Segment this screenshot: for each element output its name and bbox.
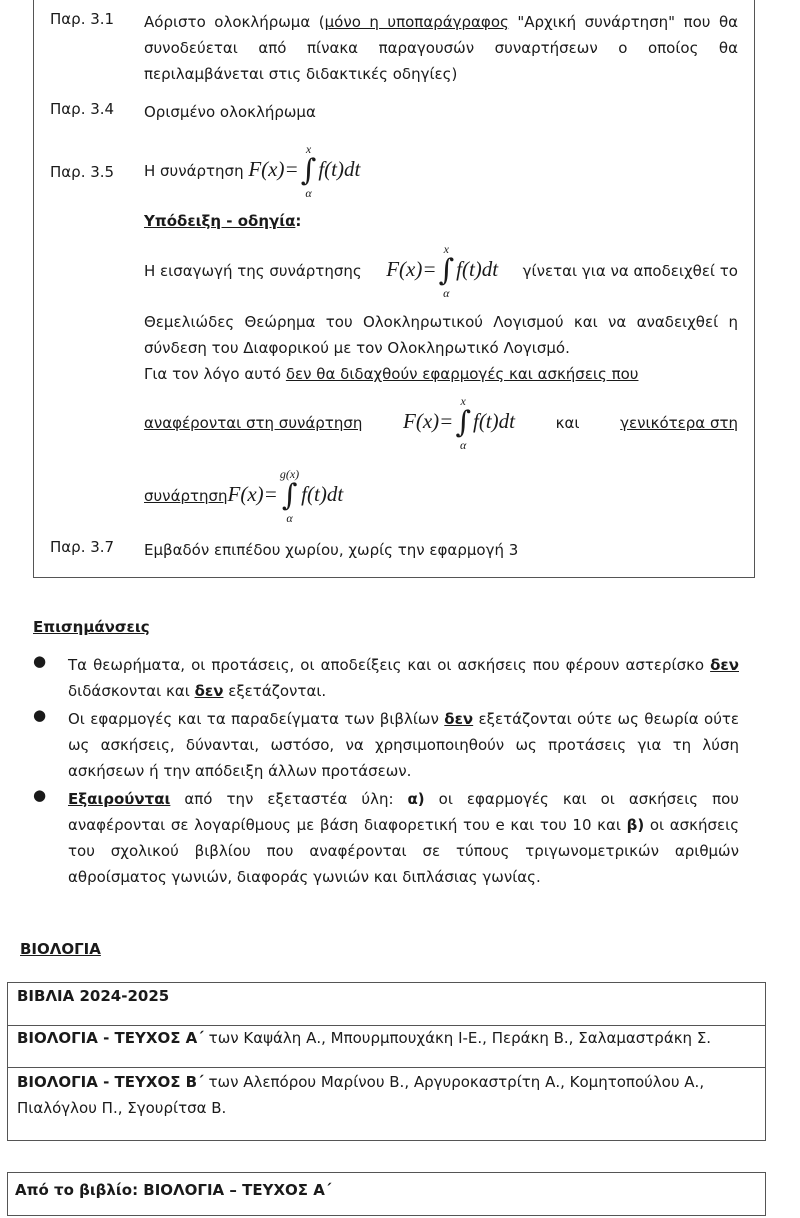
table-row: ΒΙΟΛΟΓΙΑ - ΤΕΥΧΟΣ Α΄ των Καψάλη Α., Μπουρμπουχάκη Ι-Ε., Περάκη Β., Σαλαμαστράκη Σ.	[17, 1029, 712, 1047]
bullet-icon: ●	[33, 786, 47, 804]
para-text: Εμβαδόν επιπέδου χωρίου, χωρίς την εφαρμογή 3	[144, 541, 519, 559]
from-book-label: Από το βιβλίο: ΒΙΟΛΟΓΙΑ – ΤΕΥΧΟΣ Α΄	[15, 1181, 332, 1199]
hint-text: Θεμελιώδες Θεώρημα του Ολοκληρωτικού Λογισμού και να αναδειχθεί η σύνδεση του Διαφορικού με τον Ολοκληρωτικό Λογισμό.	[144, 313, 738, 357]
syllabus-table	[33, 0, 755, 578]
table-row: ΒΙΒΛΙΑ 2024-2025	[17, 987, 170, 1005]
table-row: ΒΙΟΛΟΓΙΑ - ΤΕΥΧΟΣ Β΄ των Αλεπόρου Μαρίνου Β., Αργυροκαστρίτη Α., Κομητοπούλου Α., Πιαλόγλου Π., Σγουρίτσα Β.	[17, 1073, 705, 1117]
hint-line: συνάρτηση F(x)= g(x) ∫ α f(t)dt	[144, 467, 344, 525]
bullet-icon: ●	[33, 652, 47, 670]
from-book-box	[7, 1172, 766, 1216]
formula: F(x)= g(x) ∫ α f(t)dt	[227, 467, 344, 525]
formula: F(x)= x ∫ α f(t)dt	[248, 142, 361, 200]
formula: F(x)= x ∫ α f(t)dt	[403, 394, 515, 452]
section-title: ΒΙΟΛΟΓΙΑ	[20, 940, 101, 958]
para-code: Παρ. 3.7	[50, 538, 115, 556]
divider	[8, 1067, 765, 1068]
para-text: Ορισμένο ολοκλήρωμα	[144, 103, 316, 121]
books-table	[7, 982, 766, 1141]
hint-line: αναφέρονται στη συνάρτηση F(x)= x ∫ α f(t)dt και γενικότερα στη	[144, 394, 738, 452]
hint-line: Η εισαγωγή της συνάρτησης F(x)= x ∫ α f(t)dt γίνεται για να αποδειχθεί το	[144, 242, 738, 300]
para-text: Η συνάρτηση F(x)= x ∫ α f(t)dt	[144, 142, 361, 200]
para-code: Παρ. 3.5	[50, 163, 115, 181]
notes-title: Επισημάνσεις	[33, 618, 150, 636]
hint-title: Υπόδειξη - οδηγία:	[144, 212, 302, 230]
hint-text: Για τον λόγο αυτό δεν θα διδαχθούν εφαρμογές και ασκήσεις που	[144, 365, 639, 383]
para-code: Παρ. 3.1	[50, 10, 115, 28]
para-code: Παρ. 3.4	[50, 100, 115, 118]
para-text: Αόριστο ολοκλήρωμα (μόνο η υποπαράγραφος "Αρχική συνάρτηση" που θα συνοδεύεται από πίνακα παραγουσών συναρτήσεων ο οποίος θα περιλαμβάνεται στις διδακτικές οδηγίες)	[144, 13, 739, 83]
bullet-icon: ●	[33, 706, 47, 724]
formula: F(x)= x ∫ α f(t)dt	[386, 242, 499, 300]
